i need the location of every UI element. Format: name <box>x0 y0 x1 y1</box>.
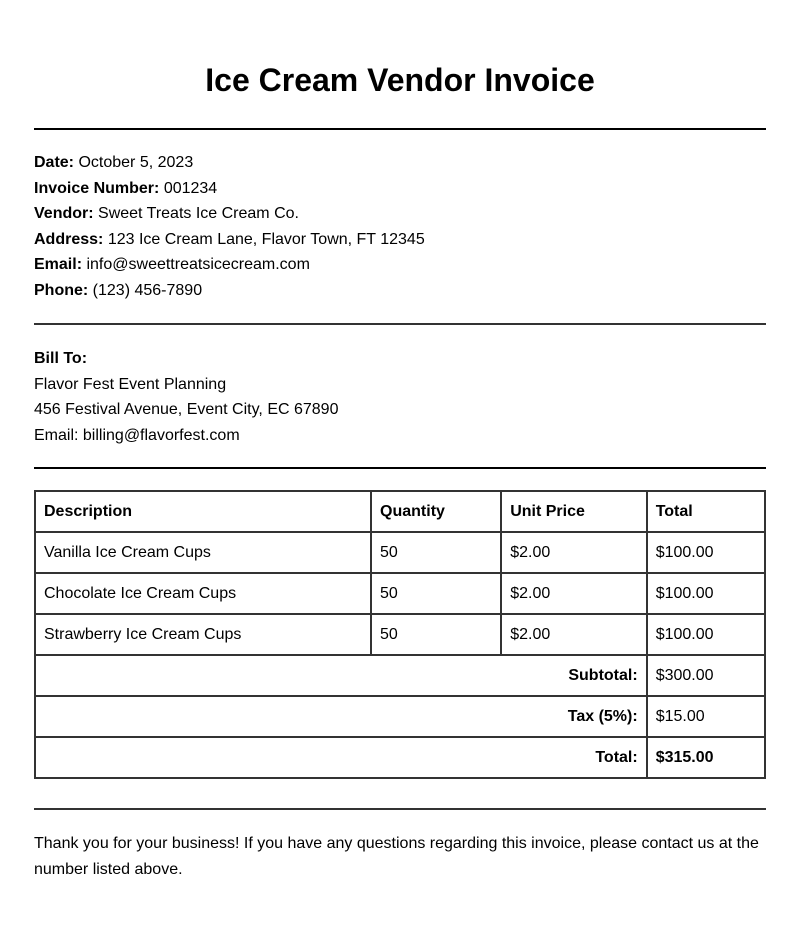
address-line <box>34 227 766 253</box>
subtotal-row <box>35 655 765 696</box>
header-description: Description <box>35 491 371 532</box>
divider <box>34 467 766 469</box>
table-row <box>35 614 765 655</box>
cell-unit-price: $2.00 <box>501 532 646 573</box>
invoice-title: Ice Cream Vendor Invoice <box>205 62 595 98</box>
email-value: info@sweettreatsicecream.com <box>86 256 310 274</box>
bill-to-heading-line <box>34 346 766 372</box>
invoice-number-label: Invoice Number: <box>34 179 160 197</box>
email-label: Email: <box>34 256 83 274</box>
cell-total: $100.00 <box>647 573 765 614</box>
phone-value: (123) 456-7890 <box>92 281 203 299</box>
subtotal-value: $300.00 <box>647 655 765 696</box>
cell-description: Strawberry Ice Cream Cups <box>35 614 371 655</box>
header-total: Total <box>647 491 765 532</box>
phone-line <box>34 278 766 304</box>
header-unit-price: Unit Price <box>501 491 646 532</box>
total-row <box>35 737 765 778</box>
bill-to-heading: Bill To: <box>34 350 88 367</box>
cell-quantity: 50 <box>371 614 501 655</box>
email-line <box>34 252 766 278</box>
table-row <box>35 573 765 614</box>
total-label: Total: <box>35 737 647 778</box>
cell-total: $100.00 <box>647 614 765 655</box>
header-quantity: Quantity <box>371 491 501 532</box>
bill-to-section <box>34 346 766 448</box>
footer-note: Thank you for your business! If you have any questions regarding this invoice, please contact us at the number listed above. <box>34 835 759 878</box>
cell-description: Chocolate Ice Cream Cups <box>35 573 371 614</box>
vendor-value: Sweet Treats Ice Cream Co. <box>98 205 299 223</box>
invoice-number-value: 001234 <box>163 179 218 197</box>
cell-description: Vanilla Ice Cream Cups <box>35 532 371 573</box>
bill-to-name: Flavor Fest Event Planning <box>34 375 227 393</box>
address-label: Address: <box>34 230 104 248</box>
subtotal-label: Subtotal: <box>35 655 647 696</box>
vendor-info-section <box>34 150 766 304</box>
cell-quantity: 50 <box>371 532 501 573</box>
bill-to-email: Email: billing@flavorfest.com <box>34 426 240 444</box>
vendor-line <box>34 201 766 227</box>
bill-to-address: 456 Festival Avenue, Event City, EC 67890 <box>34 401 339 419</box>
cell-unit-price: $2.00 <box>501 614 646 655</box>
cell-total: $100.00 <box>647 532 765 573</box>
cell-quantity: 50 <box>371 573 501 614</box>
address-value: 123 Ice Cream Lane, Flavor Town, FT 12345 <box>107 230 425 248</box>
line-items-table <box>34 490 766 779</box>
table-row <box>35 532 765 573</box>
phone-label: Phone: <box>34 281 89 299</box>
vendor-label: Vendor: <box>34 205 94 223</box>
divider <box>34 128 766 130</box>
divider <box>34 808 766 810</box>
total-value: $315.00 <box>647 737 765 778</box>
date-value: October 5, 2023 <box>78 154 194 171</box>
date-label: Date: <box>34 154 75 171</box>
divider <box>34 323 766 325</box>
invoice-number-line <box>34 176 766 202</box>
tax-value: $15.00 <box>647 696 765 737</box>
tax-row <box>35 696 765 737</box>
table-header-row <box>35 491 765 532</box>
date-line <box>34 150 766 176</box>
cell-unit-price: $2.00 <box>501 573 646 614</box>
tax-label: Tax (5%): <box>35 696 647 737</box>
